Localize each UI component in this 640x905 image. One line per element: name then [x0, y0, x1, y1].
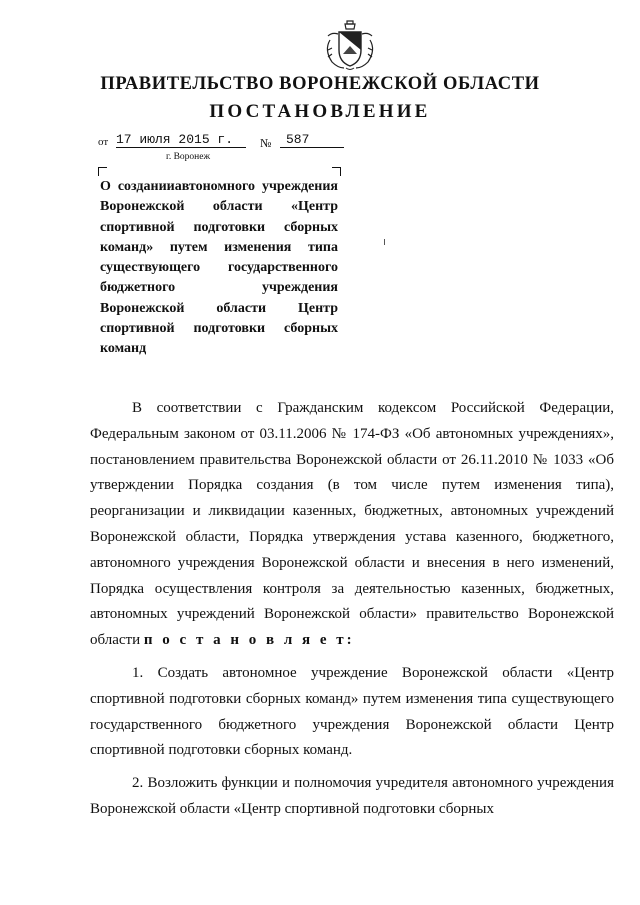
document-subject: О созданииавтономного учреждения Воронежской области «Центр спортивной подготовки сборных команд» путем изменения типа существующего государственного бюджетного учреждения Воронежской области Центр спортивной подготовки сборных команд [100, 179, 338, 357]
item-1-paragraph: 1. Создать автономное учреждение Воронежской области «Центр спортивной подготовки сборных команд» путем изменения типа существующего государственного бюджетного учреждения Воронежской области Центр спортивной подготовки сборных команд. [90, 664, 614, 759]
subject-corner-bracket-right [332, 167, 341, 176]
document-type: ПОСТАНОВЛЕНИЕ [209, 101, 431, 122]
document-number: 587 [280, 132, 344, 148]
preamble-paragraph [90, 396, 614, 654]
organization-title: ПРАВИТЕЛЬСТВО ВОРОНЕЖСКОЙ ОБЛАСТИ [100, 74, 540, 94]
item-2-paragraph: 2. Возложить функции и полномочия учредителя автономного учреждения Воронежской области «Центр спортивной подготовки сборных [90, 775, 614, 817]
resolves-keyword: п о с т а н о в л я е т: [143, 632, 355, 649]
preamble-text: В соответствии с Гражданским кодексом Российской Федерации, Федеральным законом от 03.11.2006 № 174-ФЗ «Об автономных учреждениях», постановлением правительства Воронежской области от 26.11.2010 № 1033 «Об утверждении Порядка создания (в том числе путем изменения типа), реорганизации и ликвидации казенных, бюджетных, автономных учреждений Воронежской области, Порядка утверждения устава казенного, бюджетного, автономного учреждения Воронежской области и внесения в него изменений, Порядка осуществления контроля за деятельностью казенных, бюджетных, автономных учреждений Воронежской области» правительство Воронежской области [90, 400, 614, 649]
document-body [90, 396, 614, 823]
number-label: № [260, 136, 272, 150]
date-prefix-label: от [98, 136, 109, 148]
coat-of-arms-icon [322, 18, 378, 74]
subject-corner-bracket-left [98, 167, 107, 176]
city-label: г. Воронеж [166, 152, 211, 162]
scan-mark [384, 239, 385, 245]
document-date: 17 июля 2015 г. [116, 132, 246, 148]
